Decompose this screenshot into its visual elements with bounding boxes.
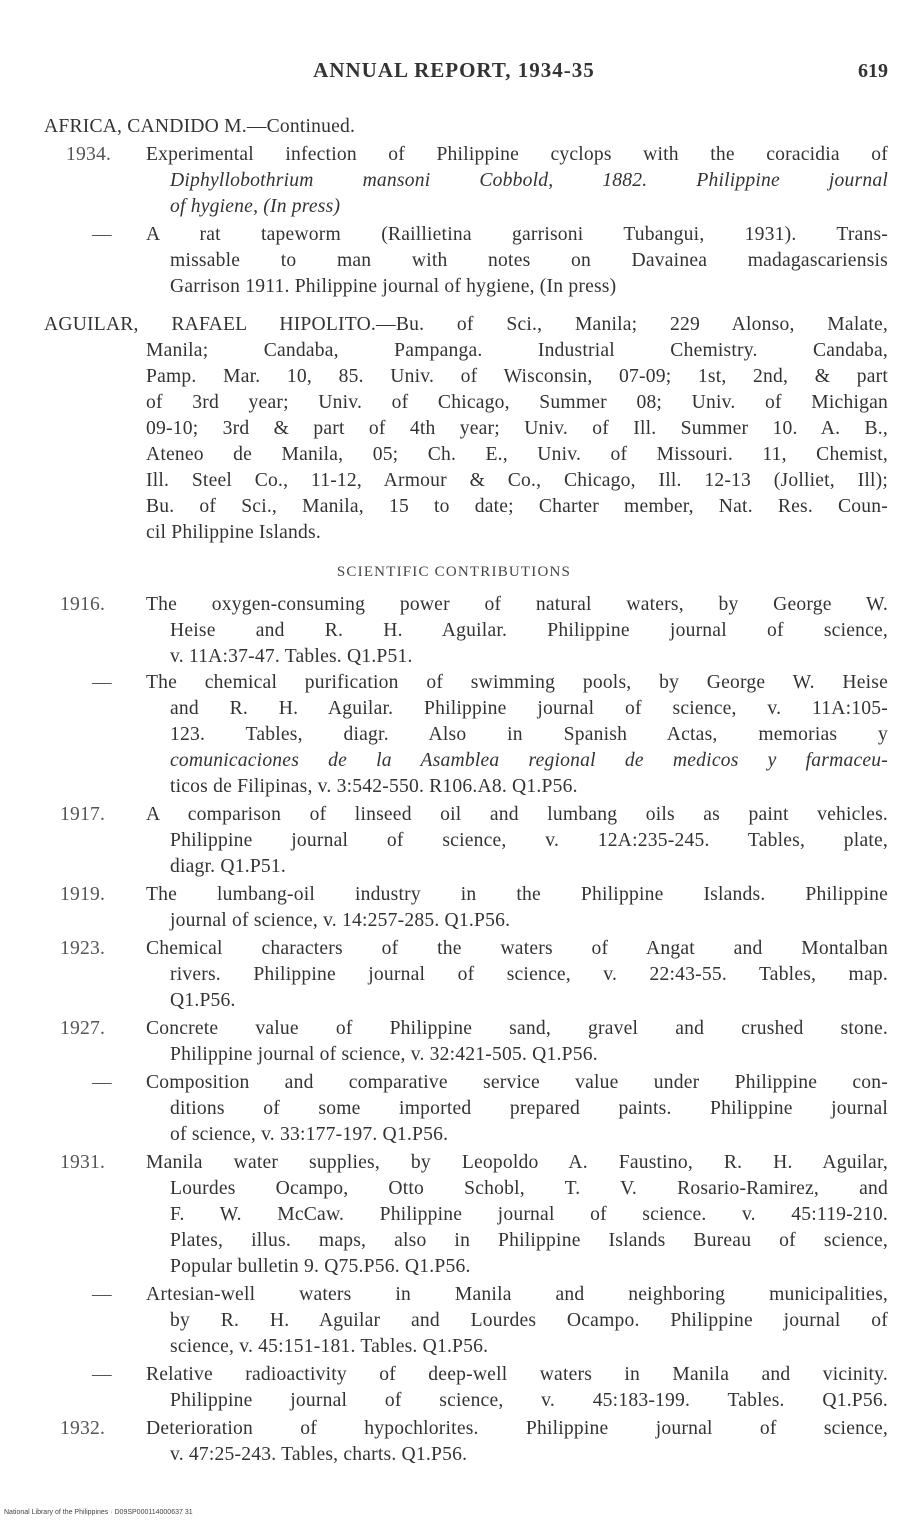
scan-footer: National Library of the Philippines · D09SP000114000637 31 (4, 1509, 193, 1516)
bio-line: Pamp. Mar. 10, 85. Univ. of Wisconsin, 07-09; 1st, 2nd, & part (146, 366, 888, 387)
citation-line (170, 748, 888, 774)
citation-line: A comparison of linseed oil and lumbang oils as paint vehicles. (146, 804, 888, 825)
citation-line: ticos de Filipinas, v. 3:542-550. R106.A8. Q1.P56. (170, 776, 578, 797)
citation-line: Relative radioactivity of deep-well waters in Manila and vicinity. (146, 1364, 888, 1385)
bio-line: Manila; Candaba, Pampanga. Industrial Chemistry. Candaba, (146, 340, 888, 361)
citation-line: The oxygen-consuming power of natural waters, by George W. (146, 594, 888, 615)
citation-line: Philippine journal of science, v. 12A:235-245. Tables, plate, (170, 830, 888, 851)
dash-label: — (92, 1072, 112, 1093)
bio-line: AGUILAR, RAFAEL HIPOLITO.—Bu. of Sci., Manila; 229 Alonso, Malate, (44, 314, 888, 335)
citation-line: The chemical purification of swimming pools, by George W. Heise (146, 672, 888, 693)
year-label: 1923. (60, 938, 106, 959)
citation-line: missable to man with notes on Davainea madagascariensis (170, 250, 888, 271)
year-label: 1917. (60, 804, 106, 825)
page-number: 619 (858, 60, 888, 82)
citation-line: science, v. 45:151-181. Tables. Q1.P56. (170, 1336, 489, 1357)
citation-line: Plates, illus. maps, also in Philippine Islands Bureau of science, (170, 1230, 888, 1251)
citation-line: rivers. Philippine journal of science, v. 22:43-55. Tables, map. (170, 964, 888, 985)
continued-label: —Continued. (246, 116, 356, 137)
citation-line: Manila water supplies, by Leopoldo A. Faustino, R. H. Aguilar, (146, 1152, 888, 1173)
citation-text: Diphyllobothrium mansoni Cobbold, 1882. Philippine journal (170, 170, 888, 191)
citation-line (170, 194, 340, 220)
citation-line: Concrete value of Philippine sand, gravel and crushed stone. (146, 1018, 888, 1039)
citation-line: 123. Tables, diagr. Also in Spanish Actas, memorias y (170, 724, 888, 745)
bio-line: Bu. of Sci., Manila, 15 to date; Charter member, Nat. Res. Coun- (146, 496, 888, 517)
bio-line: Ateneo de Manila, 05; Ch. E., Univ. of Missouri. 11, Chemist, (146, 444, 888, 465)
section-heading: SCIENTIFIC CONTRIBUTIONS (336, 564, 572, 580)
citation-line: ditions of some imported prepared paints. Philippine journal (170, 1098, 888, 1119)
citation-text: of hygiene, (In press) (170, 196, 341, 217)
year-label: 1916. (60, 594, 106, 615)
year-label: 1931. (60, 1152, 106, 1173)
year-label: 1934. (66, 144, 112, 165)
running-title: ANNUAL REPORT, 1934-35 (313, 58, 595, 82)
citation-line: Popular bulletin 9. Q75.P56. Q1.P56. (170, 1256, 471, 1277)
dash-label: — (92, 672, 112, 693)
citation-line: Garrison 1911. Philippine journal of hygiene, (In press) (170, 276, 617, 297)
citation-line: F. W. McCaw. Philippine journal of science. v. 45:119-210. (170, 1204, 888, 1225)
year-label: 1927. (60, 1018, 106, 1039)
entry-name: AFRICA, CANDIDO M. (44, 116, 247, 137)
dash-label: — (92, 1364, 112, 1385)
citation-line: A rat tapeworm (Raillietina garrisoni Tubangui, 1931). Trans- (146, 224, 888, 245)
bio-line: of 3rd year; Univ. of Chicago, Summer 08; Univ. of Michigan (146, 392, 888, 413)
citation-line: v. 47:25-243. Tables, charts. Q1.P56. (170, 1444, 468, 1465)
page-header (0, 58, 908, 94)
citation-line: Q1.P56. (170, 990, 236, 1011)
year-label: 1919. (60, 884, 106, 905)
citation-line: Composition and comparative service value under Philippine con- (146, 1072, 888, 1093)
year-label: 1932. (60, 1418, 106, 1439)
citation-line: diagr. Q1.P51. (170, 856, 287, 877)
citation-line: Deterioration of hypochlorites. Philippine journal of science, (146, 1418, 888, 1439)
citation-line: and R. H. Aguilar. Philippine journal of science, v. 11A:105- (170, 698, 888, 719)
citation-line: Philippine journal of science, v. 32:421-505. Q1.P56. (170, 1044, 598, 1065)
entry-heading-africa (44, 114, 355, 140)
citation-line: by R. H. Aguilar and Lourdes Ocampo. Philippine journal of (170, 1310, 888, 1331)
citation-line: of science, v. 33:177-197. Q1.P56. (170, 1124, 449, 1145)
citation-line: Experimental infection of Philippine cyclops with the coracidia of (146, 144, 888, 165)
citation-line: Heise and R. H. Aguilar. Philippine journal of science, (170, 620, 888, 641)
citation-text: comunicaciones de la Asamblea regional de medicos y farmaceu- (170, 750, 888, 771)
citation-line: journal of science, v. 14:257-285. Q1.P56. (170, 910, 511, 931)
dash-label: — (92, 1284, 112, 1305)
bio-line: Ill. Steel Co., 11-12, Armour & Co., Chicago, Ill. 12-13 (Jolliet, Ill); (146, 470, 888, 491)
bio-line: cil Philippine Islands. (146, 522, 321, 543)
citation-line: Lourdes Ocampo, Otto Schobl, T. V. Rosario-Ramirez, and (170, 1178, 888, 1199)
dash-label: — (92, 224, 112, 245)
citation-line: The lumbang-oil industry in the Philippine Islands. Philippine (146, 884, 888, 905)
citation-line (170, 168, 888, 194)
citation-line: v. 11A:37-47. Tables. Q1.P51. (170, 646, 413, 667)
citation-line: Artesian-well waters in Manila and neighboring municipalities, (146, 1284, 888, 1305)
citation-line: Chemical characters of the waters of Angat and Montalban (146, 938, 888, 959)
bio-line: 09-10; 3rd & part of 4th year; Univ. of Ill. Summer 10. A. B., (146, 418, 888, 439)
citation-line: Philippine journal of science, v. 45:183-199. Tables. Q1.P56. (170, 1390, 888, 1411)
